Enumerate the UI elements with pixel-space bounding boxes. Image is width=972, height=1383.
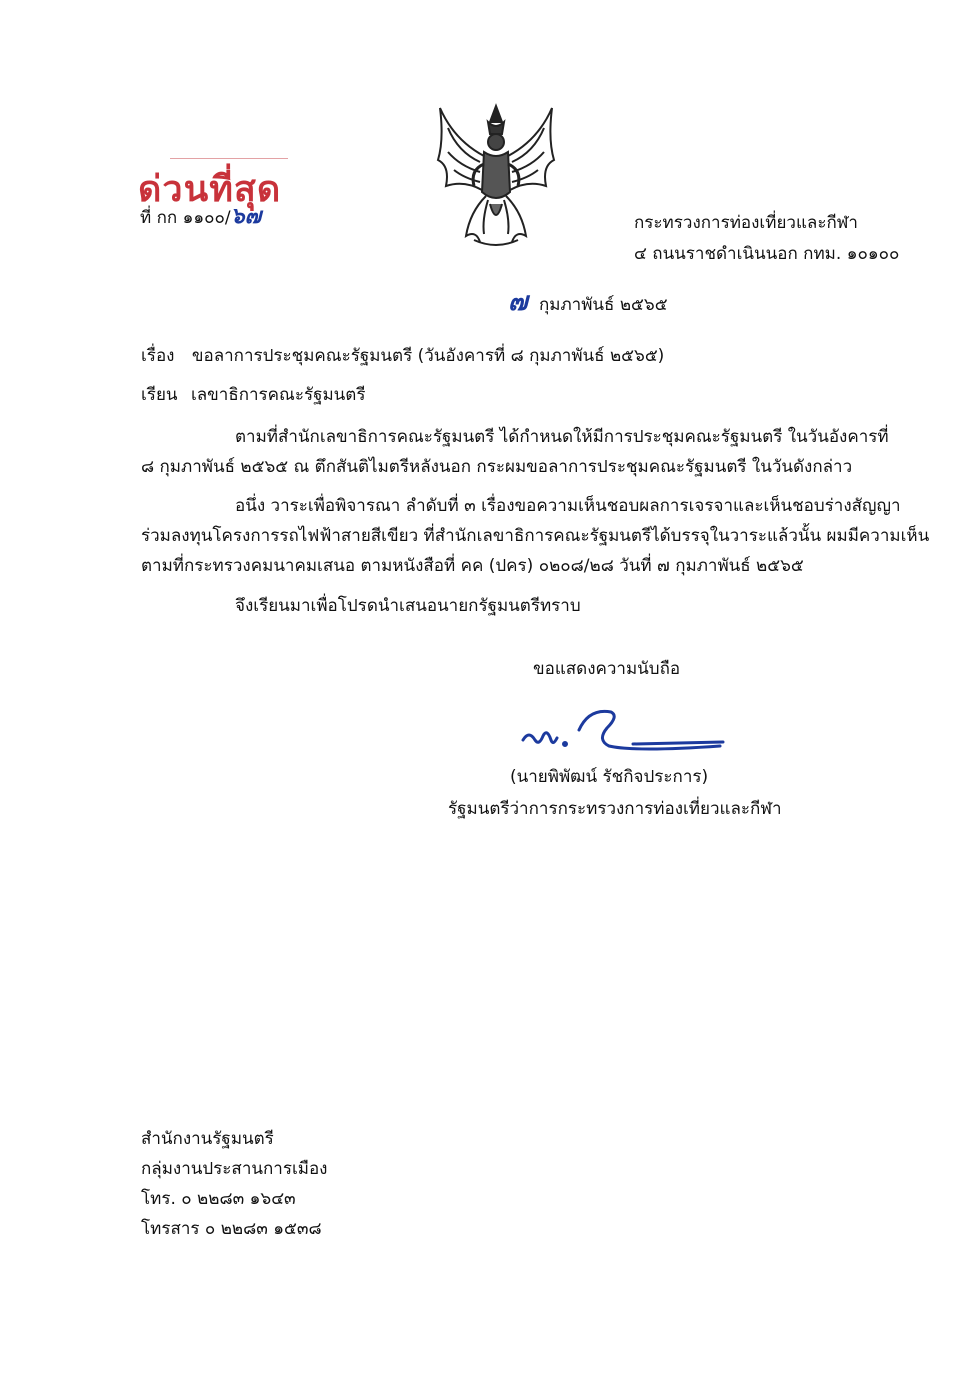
reference-handwritten-number: ๖๗: [230, 204, 262, 229]
letter-date: [508, 287, 668, 317]
stamp-underline: [170, 158, 288, 159]
footer-division: กลุ่มงานประสานการเมือง: [141, 1159, 328, 1179]
subject-text: ขอลาการประชุมคณะรัฐมนตรี (วันอังคารที่ ๘ กุมภาพันธ์ ๒๕๖๕): [191, 346, 665, 366]
date-month-year: กุมภาพันธ์ ๒๕๖๕: [538, 295, 668, 315]
body-paragraph-1-line-1: ตามที่สำนักเลขาธิการคณะรัฐมนตรี ได้กำหนดให้มีการประชุมคณะรัฐมนตรี ในวันอังคารที่: [235, 427, 889, 447]
body-paragraph-1-line-2: ๘ กุมภาพันธ์ ๒๕๖๕ ณ ตึกสันติไมตรีหลังนอก กระผมขอลาการประชุมคณะรัฐมนตรี ในวันดังกล่าว: [141, 457, 853, 477]
signatory-position: รัฐมนตรีว่าการกระทรวงการท่องเที่ยวและกีฬา: [448, 799, 782, 819]
sender-address: ๔ ถนนราชดำเนินนอก กทม. ๑๐๑๐๐: [634, 244, 900, 264]
recipient-line: [141, 383, 365, 407]
recipient-label: เรียน: [141, 385, 178, 405]
reference-number: [140, 205, 261, 230]
footer-office: สำนักงานรัฐมนตรี: [141, 1129, 274, 1149]
recipient-text: เลขาธิการคณะรัฐมนตรี: [190, 385, 366, 405]
reference-prefix: ที่ กก ๑๑๐๐/: [140, 208, 231, 228]
signatory-name: (นายพิพัฒน์ รัชกิจประการ): [510, 767, 709, 787]
body-paragraph-2-line-3: ตามที่กระทรวงคมนาคมเสนอ ตามหนังสือที่ คค (ปคร) ๐๒๐๘/๒๘ วันที่ ๗ กุมภาพันธ์ ๒๕๖๕: [141, 556, 804, 576]
handwritten-signature-icon: [515, 700, 735, 760]
footer-phone: โทร. ๐ ๒๒๘๓ ๑๖๔๓: [141, 1189, 296, 1209]
urgency-stamp-text: ด่วนที่สุด: [138, 169, 282, 210]
body-paragraph-2-line-2: ร่วมลงทุนโครงการรถไฟฟ้าสายสีเขียว ที่สำนักเลขาธิการคณะรัฐมนตรีได้บรรจุในวาระแล้วนั้น ผมมีความเห็น: [141, 526, 930, 546]
date-handwritten-day: ๗: [508, 287, 528, 317]
sender-ministry: กระทรวงการท่องเที่ยวและกีฬา: [634, 213, 858, 233]
body-paragraph-2-line-1: อนึ่ง วาระเพื่อพิจารณา ลำดับที่ ๓ เรื่องขอความเห็นชอบผลการเจรจาและเห็นชอบร่างสัญญา: [235, 496, 901, 516]
garuda-emblem-icon: [430, 100, 562, 250]
body-paragraph-3: จึงเรียนมาเพื่อโปรดนำเสนอนายกรัฐมนตรีทราบ: [235, 596, 581, 616]
subject-label: เรื่อง: [141, 346, 175, 366]
subject-line: [141, 344, 664, 368]
footer-fax: โทรสาร ๐ ๒๒๘๓ ๑๕๓๘: [141, 1219, 322, 1239]
closing-salutation: ขอแสดงความนับถือ: [533, 659, 681, 679]
